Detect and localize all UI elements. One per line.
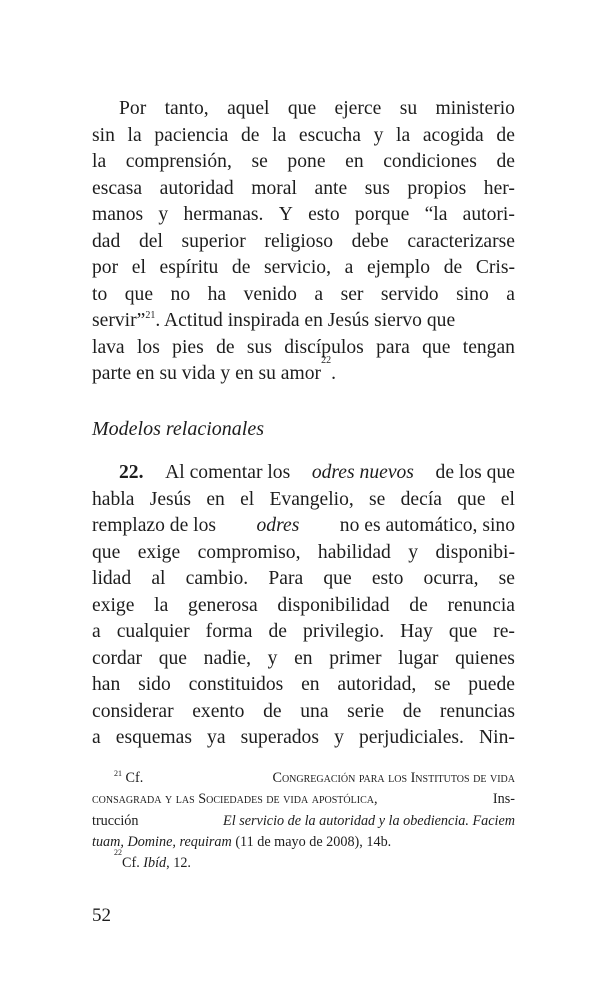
word: condiciones — [383, 151, 477, 172]
word: el — [240, 488, 255, 510]
word: esto — [371, 568, 404, 589]
text-line — [92, 335, 515, 362]
word: la — [272, 124, 287, 146]
word: de — [496, 124, 515, 146]
text-line — [92, 832, 515, 853]
word: que — [158, 647, 187, 669]
footnote-number: 22 — [114, 848, 122, 858]
word: la — [127, 124, 142, 146]
text-run: parte en su vida y en su amor — [92, 363, 322, 384]
text-line — [92, 566, 515, 593]
word: exento — [192, 700, 245, 722]
word: a — [506, 283, 515, 305]
word: que — [448, 621, 478, 642]
text-line — [92, 540, 515, 567]
word: a — [92, 621, 101, 642]
word: disponibilidad — [277, 594, 390, 616]
word: el — [500, 488, 515, 510]
footnote-ref-22: 22 — [321, 355, 332, 366]
text-line — [92, 202, 515, 229]
word: re- — [493, 621, 515, 642]
word: Por — [119, 98, 147, 119]
text-run: Cf. — [125, 770, 144, 786]
text-run: Cf. — [122, 855, 144, 872]
word: y — [267, 647, 278, 669]
word: en — [345, 151, 364, 172]
word: que — [323, 568, 352, 589]
word: de — [409, 594, 428, 616]
word: Cris- — [475, 257, 515, 278]
text-line — [92, 229, 515, 256]
word: de — [268, 621, 287, 642]
word: comprensión, — [125, 151, 232, 172]
text-line — [92, 96, 515, 123]
text-line — [92, 789, 515, 810]
word: ejemplo — [366, 257, 431, 278]
text-run: remplazo de los — [92, 515, 217, 536]
word: autoridad — [159, 177, 234, 199]
word: se — [434, 674, 451, 695]
text-line — [92, 811, 515, 832]
section-heading: Modelos relacionales — [92, 418, 265, 440]
word: de — [443, 257, 463, 278]
word: aquel — [227, 98, 270, 119]
word: y — [373, 124, 384, 146]
word: la — [92, 151, 107, 172]
word: para — [376, 336, 410, 358]
word: pies — [172, 336, 204, 358]
text-run: servir” — [92, 310, 146, 331]
word: tengan — [462, 336, 515, 358]
word: ejerce — [334, 98, 382, 119]
word: hermanas. — [183, 204, 264, 225]
word: en — [301, 674, 320, 695]
word: venido — [243, 283, 297, 305]
text-line — [92, 593, 515, 620]
word: ministerio — [435, 98, 515, 119]
text-run: Ibíd — [143, 855, 167, 872]
word: disponibi- — [435, 541, 515, 563]
word: puede — [468, 674, 515, 695]
word: pone — [287, 151, 326, 172]
word: her- — [483, 177, 515, 199]
word: acogida — [422, 124, 484, 146]
word: que — [457, 488, 486, 510]
text-line — [92, 487, 515, 514]
text-line — [92, 699, 515, 726]
word: y — [334, 727, 344, 748]
text-run: odres nuevos — [311, 462, 414, 483]
text-line — [92, 176, 515, 203]
text-line — [92, 308, 515, 335]
word: sido — [138, 674, 171, 695]
word: moral — [251, 177, 297, 199]
word: superados — [240, 727, 319, 748]
word: cordar — [92, 647, 143, 669]
text-run: El servicio de la autoridad y la obediencia. Faciem — [223, 812, 515, 829]
word: caracterizarse — [407, 230, 515, 252]
word: escasa — [92, 177, 143, 199]
word: se — [251, 151, 268, 172]
word: sus — [364, 177, 390, 199]
word: servicio, — [264, 257, 331, 278]
word: escucha — [298, 124, 361, 146]
word: constituidos — [188, 674, 284, 695]
text-line — [92, 123, 515, 150]
word: sin — [92, 124, 115, 146]
word: ya — [207, 727, 226, 748]
word: y — [408, 541, 419, 563]
word: habla — [92, 488, 135, 510]
text-run: trucción — [92, 812, 139, 829]
word: debe — [351, 230, 389, 252]
word: esto — [308, 204, 340, 225]
word: la — [396, 124, 411, 146]
word: habilidad — [317, 541, 391, 563]
word: dad — [92, 230, 121, 252]
text-line — [92, 513, 515, 540]
text-run: , 12. — [166, 855, 191, 872]
footnotes — [92, 768, 515, 874]
text-run: . Actitud inspirada en Jesús siervo que — [155, 310, 456, 331]
word: a — [344, 257, 354, 278]
word: Jesús — [149, 488, 192, 510]
word: ocurra, — [423, 568, 479, 589]
text-run: consagrada y las Sociedades de vida apostólica, — [92, 791, 378, 808]
word: cualquier — [116, 621, 190, 642]
word: su — [399, 98, 418, 119]
text-line — [92, 460, 515, 487]
text-run: de los que — [435, 462, 515, 483]
word: se — [498, 568, 515, 589]
word: lava — [92, 336, 125, 358]
word: Para — [268, 568, 304, 589]
text-run: Al comentar los — [165, 462, 291, 483]
word: ser — [340, 283, 364, 305]
word: el — [131, 257, 146, 278]
text-line — [92, 355, 515, 388]
word: se — [369, 488, 386, 510]
text-line — [92, 646, 515, 673]
word: que — [287, 98, 317, 119]
word: una — [300, 700, 329, 722]
word: no — [170, 283, 191, 305]
word: Nin- — [479, 727, 515, 748]
word: que — [92, 541, 121, 563]
text-line — [92, 848, 515, 874]
text-run: Congregación para los Institutos de vida — [272, 770, 515, 786]
word: por — [92, 257, 119, 278]
word: privilegio. — [303, 621, 385, 642]
word: autoridad, — [337, 674, 417, 695]
word: Evangelio, — [269, 488, 354, 510]
word: de — [496, 151, 515, 172]
word: forma — [205, 621, 253, 642]
text-run: (11 de mayo de 2008), 14b. — [231, 833, 392, 850]
word: del — [138, 230, 163, 252]
word: esquemas — [115, 727, 192, 748]
paragraph-number: 22. — [119, 462, 144, 483]
word: generosa — [188, 594, 258, 616]
word: propios — [407, 177, 467, 199]
word: han — [92, 674, 121, 695]
word: sus — [246, 336, 272, 358]
paragraph-1 — [92, 96, 515, 388]
word: en — [294, 647, 313, 669]
word: exige — [92, 594, 135, 616]
word: nadie, — [203, 647, 251, 669]
word: y — [158, 204, 169, 225]
word: renuncias — [439, 700, 515, 722]
text-run: Ins- — [492, 791, 515, 808]
word: “la — [424, 204, 448, 225]
word: de — [402, 700, 422, 722]
word: Hay — [400, 621, 433, 642]
text-run: . — [331, 363, 336, 384]
text-run — [114, 768, 143, 789]
word: la — [154, 594, 169, 616]
word: quienes — [455, 647, 515, 669]
word: de — [231, 257, 251, 278]
word: exige — [137, 541, 181, 563]
word: ha — [207, 283, 227, 305]
word: compromiso, — [197, 541, 301, 563]
footnote-ref-21: 21 — [145, 310, 156, 321]
text-line — [92, 282, 515, 309]
word: religioso — [264, 230, 333, 252]
text-line — [92, 725, 515, 752]
footnote-number: 21 — [114, 769, 122, 778]
word: primer — [329, 647, 382, 669]
paragraph-22 — [92, 460, 515, 752]
text-run: tuam, Domine, requiram — [92, 833, 232, 850]
word: serie — [347, 700, 385, 722]
word: to — [92, 283, 108, 305]
word: discípulos — [284, 336, 364, 358]
word: ante — [314, 177, 348, 199]
word: a — [314, 283, 324, 305]
word: considerar — [92, 700, 174, 722]
word: de — [216, 336, 235, 358]
word: lugar — [398, 647, 439, 669]
word: Y — [278, 204, 293, 225]
word: tanto, — [164, 98, 209, 119]
word: autori- — [462, 204, 515, 225]
word: lidad — [92, 568, 132, 589]
word: manos — [92, 204, 144, 225]
text-line — [92, 768, 515, 789]
word: perjudiciales. — [358, 727, 464, 748]
word: decía — [400, 488, 442, 510]
word: servido — [380, 283, 439, 305]
word: en — [206, 488, 225, 510]
word: espíritu — [159, 257, 219, 278]
text-line — [92, 619, 515, 646]
word: de — [240, 124, 260, 146]
word: que — [124, 283, 154, 305]
word: de — [263, 700, 282, 722]
word: paciencia — [154, 124, 229, 146]
word: a — [92, 727, 101, 748]
word: los — [136, 336, 160, 358]
word: sino — [456, 283, 489, 305]
word: porque — [354, 204, 410, 225]
text-run: no es automático, sino — [339, 515, 515, 536]
word: cambio. — [185, 568, 249, 589]
text-line — [92, 672, 515, 699]
text-line — [92, 255, 515, 282]
word: que — [422, 336, 451, 358]
word: renuncia — [447, 594, 515, 616]
page-number: 52 — [92, 905, 111, 926]
text-run — [92, 308, 455, 335]
text-run: odres — [256, 515, 300, 536]
text-line — [92, 149, 515, 176]
word: al — [151, 568, 166, 589]
word: superior — [181, 230, 246, 252]
